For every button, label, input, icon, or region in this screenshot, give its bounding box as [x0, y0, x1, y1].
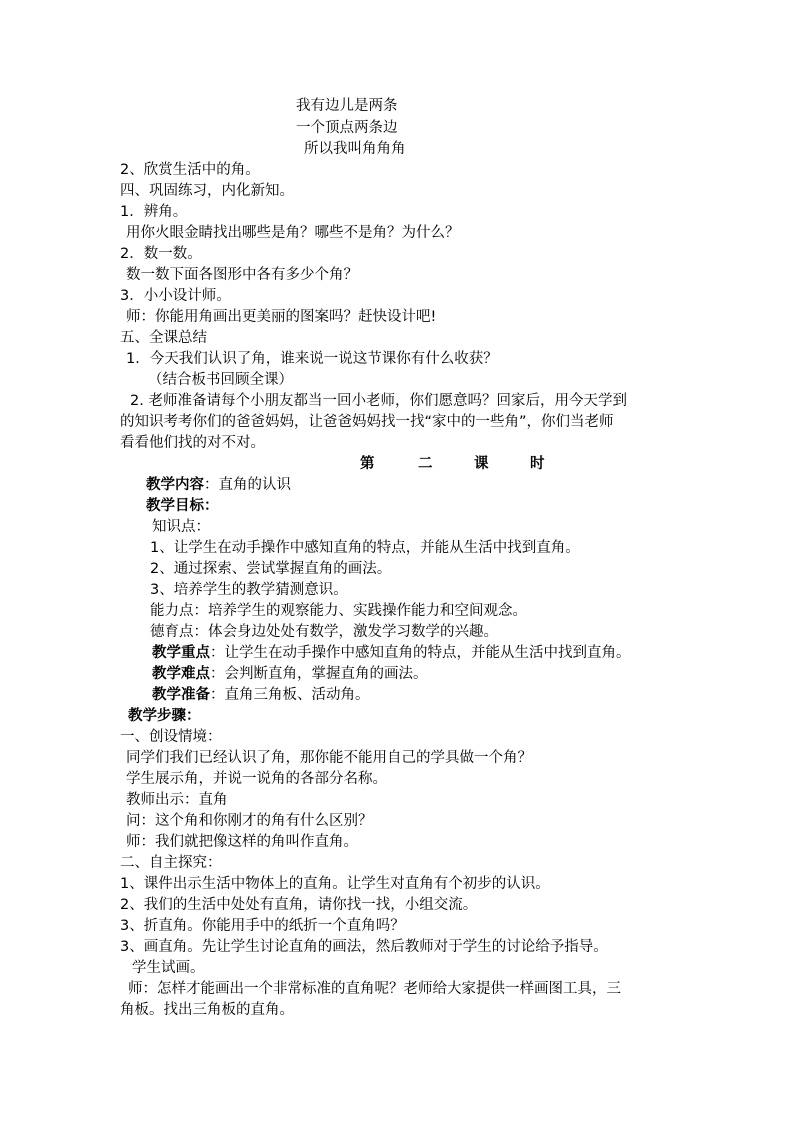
text-line: 3、折直角。你能用手中的纸折一个直角吗？: [120, 918, 405, 934]
text-line: 3、画直角。先让学生讨论直角的画法，然后教师对于学生的讨论给予指导。: [120, 939, 608, 955]
text-line: 教师出示：直角: [126, 792, 228, 808]
text-line: 问：这个角和你刚才的角有什么区别？: [126, 813, 373, 829]
goals-line: [146, 496, 219, 516]
content-label: 教学内容: [146, 477, 204, 493]
steps-label: 教学步骤: [128, 708, 186, 724]
text-line: 学生试画。: [132, 960, 205, 976]
text-line: 1、课件出示生活中物体上的直角。让学生对直角有个初步的认识。: [120, 876, 550, 892]
text-line: （结合板书回顾全课）: [148, 372, 293, 388]
text-line: 师：你能用角画出更美丽的图案吗？赶快设计吧!: [126, 309, 437, 325]
text-line: 2、我们的生活中处处有直角，请你找一找，小组交流。: [120, 897, 478, 913]
text-line: 德育点：体会身边处处有数学，激发学习数学的兴趣。: [150, 624, 498, 640]
poem-line-3: 所以我叫角角角: [304, 141, 406, 157]
key-point-line: [152, 643, 631, 663]
text-line: 看看他们找的对不对。: [120, 435, 265, 451]
preparation-value: ：直角三角板、活动角。: [210, 687, 370, 703]
text-line: 1．今天我们认识了角，谁来说一说这节课你有什么收获？: [126, 351, 498, 367]
text-line: 2、欣赏生活中的角。: [120, 162, 260, 178]
section-heading: 二、自主探究：: [120, 855, 222, 871]
section-heading: 四、巩固练习，内化新知。: [120, 183, 294, 199]
text-line: 同学们我们已经认识了角，那你能不能用自己的学具做一个角？: [126, 750, 532, 766]
text-line: 师：怎样才能画出一个非常标准的直角呢？老师给大家提供一样画图工具，三: [128, 981, 621, 997]
text-line: 的知识考考你们的爸爸妈妈，让爸爸妈妈找一找“家中的一些角”，你们当老师: [120, 414, 614, 430]
section-heading: 一、创设情境：: [120, 729, 222, 745]
preparation-label: 教学准备: [152, 687, 210, 703]
text-line: 能力点：培养学生的观察能力、实践操作能力和空间观念。: [150, 603, 527, 619]
text-line: 2. 老师准备请每个小朋友都当一回小老师，你们愿意吗？回家后，用今天学到: [130, 393, 627, 409]
preparation-line: [152, 685, 370, 705]
poem-line-2: 一个顶点两条边: [296, 120, 398, 136]
text-line: 学生展示角，并说一说角的各部分名称。: [126, 771, 387, 787]
poem-line-1: 我有边儿是两条: [296, 98, 398, 114]
text-line: 2、通过探索、尝试掌握直角的画法。: [150, 561, 392, 577]
text-line: 3．小小设计师。: [120, 288, 231, 304]
steps-colon: ：: [186, 708, 201, 724]
text-line: 用你火眼金睛找出哪些是角？哪些不是角？为什么？: [126, 225, 460, 241]
text-line: 3、培养学生的教学猜测意识。: [150, 582, 348, 598]
key-point-value: ：让学生在动手操作中感知直角的特点，并能从生活中找到直角。: [210, 645, 631, 661]
difficulty-line: [152, 664, 428, 684]
text-line: 1、让学生在动手操作中感知直角的特点，并能从生活中找到直角。: [150, 540, 580, 556]
text-line: 知识点：: [152, 519, 210, 535]
steps-line: [128, 706, 201, 726]
lesson-heading-char-4: 时: [530, 456, 545, 472]
lesson-heading-char-2: 二: [418, 456, 433, 472]
text-line: 角板。找出三角板的直角。: [120, 1002, 294, 1018]
text-line: 2．数一数。: [120, 246, 202, 262]
text-line: 师：我们就把像这样的角叫作直角。: [126, 834, 358, 850]
text-line: 数一数下面各图形中各有多少个角？: [126, 267, 358, 283]
difficulty-label: 教学难点: [152, 666, 210, 682]
lesson-heading-char-1: 第: [360, 456, 375, 472]
goals-colon: ：: [204, 498, 219, 514]
lesson-heading-char-3: 课: [474, 456, 489, 472]
key-point-label: 教学重点: [152, 645, 210, 661]
content-value: ：直角的认识: [204, 477, 291, 493]
text-line: 1．辨角。: [120, 204, 188, 220]
difficulty-value: ：会判断直角，掌握直角的画法。: [210, 666, 428, 682]
goals-label: 教学目标: [146, 498, 204, 514]
section-heading: 五、全课总结: [120, 330, 207, 346]
content-line: [146, 475, 291, 495]
